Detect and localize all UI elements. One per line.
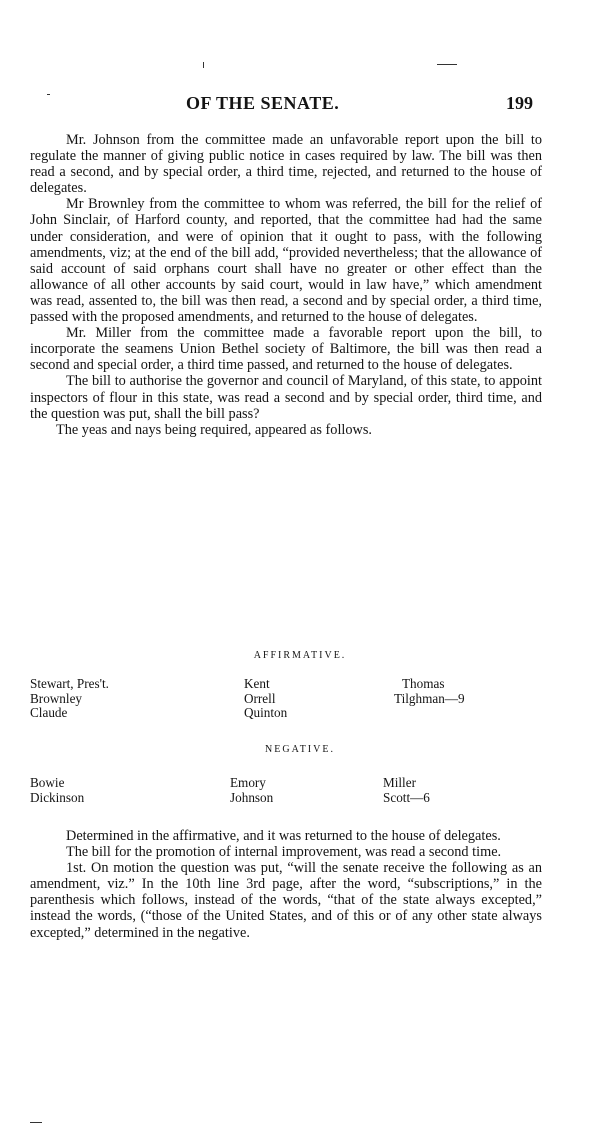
- vote-name: Dickinson: [30, 789, 85, 805]
- negative-column: [383, 776, 430, 805]
- page-number: 199: [506, 93, 533, 113]
- paragraph: 1st. On motion the question was put, “will the senate receive the following as an amendment, viz.” In the 10th line 3rd page, after the word, “subscriptions,” in the parenthesis which follows, instead of the words, “that of the state always excepted,” instead the words, (“those of the United States, and of this or of any other state always excepted,” determined in the negative.: [30, 860, 542, 941]
- vote-name: Emory: [230, 775, 266, 790]
- negative-column: [230, 776, 273, 805]
- vote-name: Stewart, Pres't.: [30, 676, 109, 691]
- vote-name: Tilghman—9: [394, 690, 465, 706]
- negative-column: [30, 776, 84, 805]
- page-title: OF THE SENATE.: [186, 93, 340, 113]
- body-text-upper: [30, 132, 542, 438]
- vote-name: Scott—6: [383, 789, 430, 805]
- ink-speck: [437, 64, 457, 65]
- vote-name: Miller: [383, 775, 416, 790]
- negative-heading: NEGATIVE.: [265, 744, 335, 755]
- paragraph: Mr Brownley from the committee to whom was referred, the bill for the relief of John Sinclair, of Harford county, and reported, that the committee had had the same under consideration, and were of opinion that it ought to pass, with the following amendments, viz; at the end of the bill add, “provided nevertheless; that the allowance of said account of said orphans court shall have no greater or other effect than the allowance of all other accounts by said court, would in law have,” which amendment was read, assented to, the bill was then read, a second and by special order, a third time, passed with the proposed amendments, and returned to the house of delegates.: [30, 196, 542, 326]
- affirmative-column: [244, 677, 287, 721]
- vote-name: Orrell: [244, 690, 276, 706]
- vote-name: Bowie: [30, 775, 65, 790]
- paragraph: The bill to authorise the governor and council of Maryland, of this state, to appoint inspectors of flour in this state, was read a second and by special order, third time, and the question was put, shall the bill pass?: [30, 373, 542, 422]
- ink-speck: [30, 1122, 42, 1123]
- body-text-lower: [30, 828, 542, 941]
- paragraph: Mr. Johnson from the committee made an unfavorable report upon the bill to regulate the manner of giving public notice in cases required by law. The bill was then read a second, and by special order, a third time, rejected, and returned to the house of delegates.: [30, 132, 542, 197]
- affirmative-heading: AFFIRMATIVE.: [253, 650, 347, 661]
- vote-name: Thomas: [402, 676, 445, 691]
- ink-speck: [203, 62, 204, 68]
- paragraph: The bill for the promotion of internal improvement, was read a second time.: [66, 844, 502, 861]
- affirmative-column: [30, 677, 109, 721]
- paragraph: Mr. Miller from the committee made a favorable report upon the bill, to incorporate the seamens Union Bethel society of Baltimore, the bill was then read a second and special order, a third time passed, and returned to the house of delegates.: [30, 325, 542, 374]
- paragraph: The yeas and nays being required, appeared as follows.: [56, 421, 373, 438]
- paragraph: Determined in the affirmative, and it was returned to the house of delegates.: [66, 828, 501, 844]
- vote-name: Johnson: [230, 789, 274, 805]
- vote-name: Claude: [30, 705, 68, 721]
- affirmative-column: [394, 677, 465, 706]
- vote-name: Brownley: [30, 690, 83, 706]
- running-head: [0, 93, 600, 119]
- vote-name: Quinton: [244, 705, 288, 721]
- vote-name: Kent: [244, 676, 270, 691]
